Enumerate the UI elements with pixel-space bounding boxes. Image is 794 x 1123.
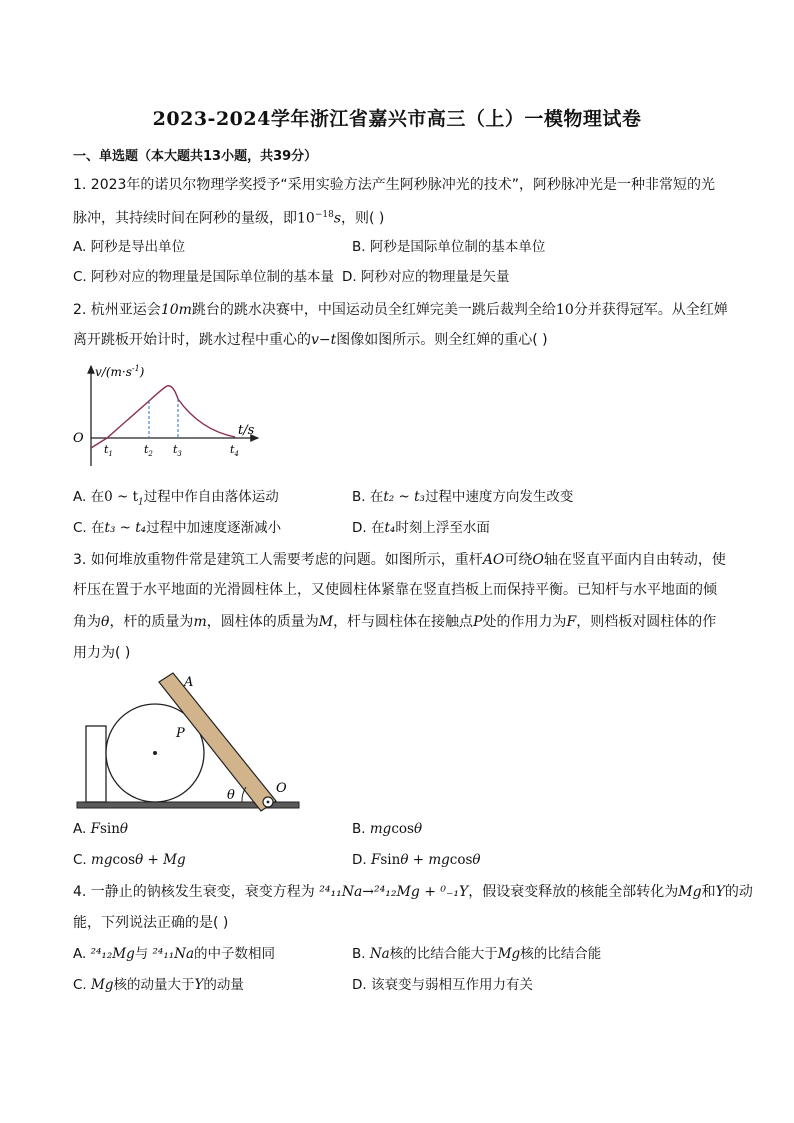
q4-option-d: D. 该衰变与弱相互作用力有关 xyxy=(352,977,533,993)
t2-label: $t_2$ xyxy=(144,443,153,458)
v-axis-label: $v/(m\cdot s^{-1})$ xyxy=(95,364,145,379)
section-heading: 一、单选题（本大题共13小题，共39分） xyxy=(73,149,318,164)
q3-stem-line3: 角为θ，杆的质量为m，圆柱体的质量为M，杆与圆柱体在接触点P处的作用力为F，则档板对圆柱体的作 xyxy=(73,614,717,630)
q2-option-a: A. 在0 ~ $t_1$过程中作自由落体运动 xyxy=(73,489,279,508)
label-P: P xyxy=(176,726,185,741)
q4-option-b: B. Na核的比结合能大于Mg核的比结合能 xyxy=(352,946,602,962)
q3-stem-line2: 杆压在置于水平地面的光滑圆柱体上，又使圆柱体紧靠在竖直挡板上而保持平衡。已知杆与水平地面的倾 xyxy=(73,582,717,598)
q3-stem-line4: 用力为( ) xyxy=(73,645,131,661)
vertical-board xyxy=(86,726,106,802)
q3-option-c: C. mgcosθ + Mg xyxy=(73,852,186,868)
rod-cylinder-figure xyxy=(70,670,310,815)
q4-stem-line2: 能，下列说法正确的是( ) xyxy=(73,915,229,931)
q3-stem-line1: 3. 如何堆放重物件常是建筑工人需要考虑的问题。如图所示，重杆AO可绕O轴在竖直平面内自由转动，使 xyxy=(73,552,726,568)
q3-option-a: A. Fsinθ xyxy=(73,821,129,837)
velocity-curve xyxy=(91,386,235,448)
q1-option-b: B. 阿秒是国际单位制的基本单位 xyxy=(352,239,546,255)
q2-option-c: C. 在t₃ ~ t₄过程中加速度逐渐减小 xyxy=(73,520,282,536)
label-theta: θ xyxy=(227,788,235,803)
page-title: 2023-2024学年浙江省嘉兴市高三（上）一模物理试卷 xyxy=(152,108,642,130)
q1-option-c: C. 阿秒对应的物理量是国际单位制的基本量 xyxy=(73,269,335,285)
q1-stem-line2: 脉冲，其持续时间在阿秒的量级，即$10^{-18}s$，则( ) xyxy=(73,210,385,227)
q3-option-b: B. mgcosθ xyxy=(352,821,423,837)
cylinder-center xyxy=(153,751,157,755)
q4-option-a: A. ²⁴₁₂Mg与 ²⁴₁₁Na的中子数相同 xyxy=(73,946,276,962)
q1-option-d: D. 阿秒对应的物理量是矢量 xyxy=(342,269,510,285)
q4-option-c: C. Mg核的动量大于Y的动量 xyxy=(73,977,244,993)
v-t-graph xyxy=(70,362,270,467)
t3-label: $t_3$ xyxy=(173,443,182,458)
q2-stem-line2: 离开跳板开始计时，跳水过程中重心的v−t图像如图所示。则全红婵的重心( ) xyxy=(73,332,548,348)
q1-option-a: A. 阿秒是导出单位 xyxy=(73,239,186,255)
q2-option-b: B. 在t₂ ~ t₃过程中速度方向发生改变 xyxy=(352,489,574,505)
t4-label: $t_4$ xyxy=(230,443,239,458)
label-O: O xyxy=(276,781,287,796)
q2-option-d: D. 在t₄时刻上浮至水面 xyxy=(352,520,490,536)
origin-label: O xyxy=(73,431,84,446)
q2-stem-line1: 2. 杭州亚运会10m跳台的跳水决赛中，中国运动员全红婵完美一跳后裁判全给10分并获得冠军。从全红婵 xyxy=(73,302,728,318)
q3-option-d: D. Fsinθ + mgcosθ xyxy=(352,852,481,868)
q4-stem-line1: 4. 一静止的钠核发生衰变，衰变方程为 ²⁴₁₁Na→²⁴₁₂Mg + ⁰₋₁Y，假设衰变释放的核能全部转化为Mg和Y的动 xyxy=(73,884,753,900)
label-A: A xyxy=(184,675,194,690)
t-axis-label: t/s xyxy=(238,423,255,438)
t1-label: $t_1$ xyxy=(104,443,113,458)
q1-stem-line1: 1. 2023年的诺贝尔物理学奖授予“采用实验方法产生阿秒脉冲光的技术”，阿秒脉冲光是一种非常短的光 xyxy=(73,177,715,193)
